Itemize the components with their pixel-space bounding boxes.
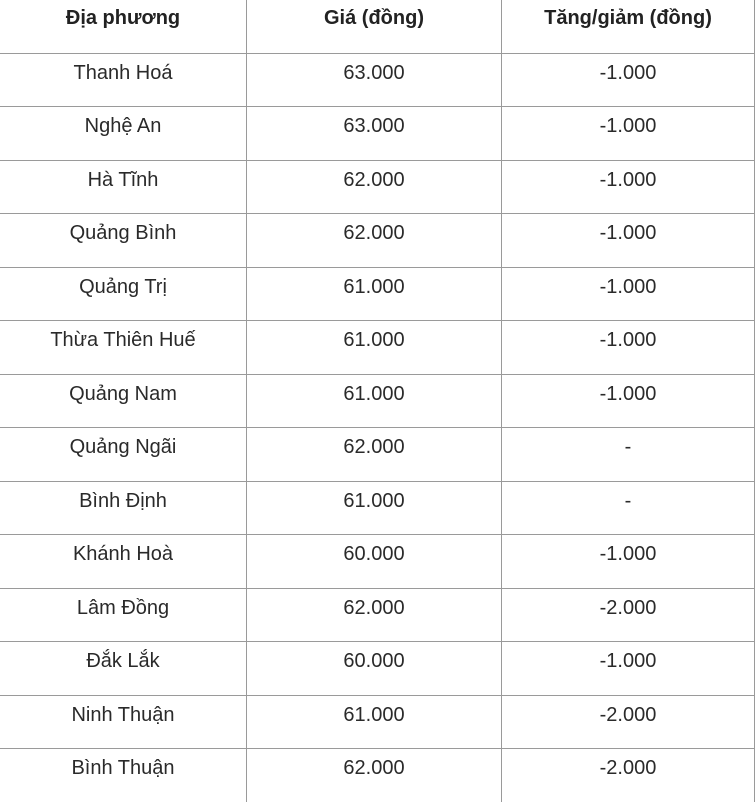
header-locality: Địa phương xyxy=(0,0,247,53)
cell-change: - xyxy=(502,428,755,482)
cell-locality: Bình Thuận xyxy=(0,749,247,802)
cell-price: 60.000 xyxy=(247,642,502,696)
cell-locality: Quảng Bình xyxy=(0,214,247,268)
cell-change: -1.000 xyxy=(502,160,755,214)
cell-change: -1.000 xyxy=(502,642,755,696)
cell-price: 63.000 xyxy=(247,107,502,161)
cell-price: 62.000 xyxy=(247,214,502,268)
cell-price: 61.000 xyxy=(247,695,502,749)
cell-price: 62.000 xyxy=(247,428,502,482)
cell-price: 61.000 xyxy=(247,321,502,375)
table-row xyxy=(0,642,755,696)
table-row xyxy=(0,588,755,642)
cell-change: -1.000 xyxy=(502,267,755,321)
cell-change: -1.000 xyxy=(502,321,755,375)
cell-price: 61.000 xyxy=(247,374,502,428)
table-row xyxy=(0,107,755,161)
cell-price: 62.000 xyxy=(247,160,502,214)
table-row xyxy=(0,53,755,107)
header-change: Tăng/giảm (đồng) xyxy=(502,0,755,53)
table-row xyxy=(0,428,755,482)
cell-locality: Thanh Hoá xyxy=(0,53,247,107)
cell-change: -1.000 xyxy=(502,535,755,589)
table-row xyxy=(0,160,755,214)
table-row xyxy=(0,695,755,749)
table-row xyxy=(0,214,755,268)
table-row xyxy=(0,321,755,375)
cell-change: -2.000 xyxy=(502,749,755,802)
header-row xyxy=(0,0,755,53)
cell-locality: Thừa Thiên Huế xyxy=(0,321,247,375)
cell-locality: Quảng Nam xyxy=(0,374,247,428)
cell-price: 63.000 xyxy=(247,53,502,107)
table-row xyxy=(0,481,755,535)
cell-price: 61.000 xyxy=(247,481,502,535)
cell-change: -1.000 xyxy=(502,374,755,428)
cell-locality: Đắk Lắk xyxy=(0,642,247,696)
cell-price: 62.000 xyxy=(247,588,502,642)
cell-change: -1.000 xyxy=(502,214,755,268)
table-row xyxy=(0,374,755,428)
cell-change: -2.000 xyxy=(502,695,755,749)
cell-locality: Ninh Thuận xyxy=(0,695,247,749)
cell-locality: Lâm Đồng xyxy=(0,588,247,642)
cell-change: - xyxy=(502,481,755,535)
cell-locality: Khánh Hoà xyxy=(0,535,247,589)
cell-price: 62.000 xyxy=(247,749,502,802)
cell-locality: Nghệ An xyxy=(0,107,247,161)
table-row xyxy=(0,267,755,321)
cell-locality: Quảng Ngãi xyxy=(0,428,247,482)
cell-locality: Hà Tĩnh xyxy=(0,160,247,214)
header-price: Giá (đồng) xyxy=(247,0,502,53)
cell-change: -1.000 xyxy=(502,53,755,107)
cell-change: -2.000 xyxy=(502,588,755,642)
cell-change: -1.000 xyxy=(502,107,755,161)
table-row xyxy=(0,535,755,589)
table-row xyxy=(0,749,755,802)
cell-price: 61.000 xyxy=(247,267,502,321)
cell-locality: Quảng Trị xyxy=(0,267,247,321)
cell-price: 60.000 xyxy=(247,535,502,589)
cell-locality: Bình Định xyxy=(0,481,247,535)
